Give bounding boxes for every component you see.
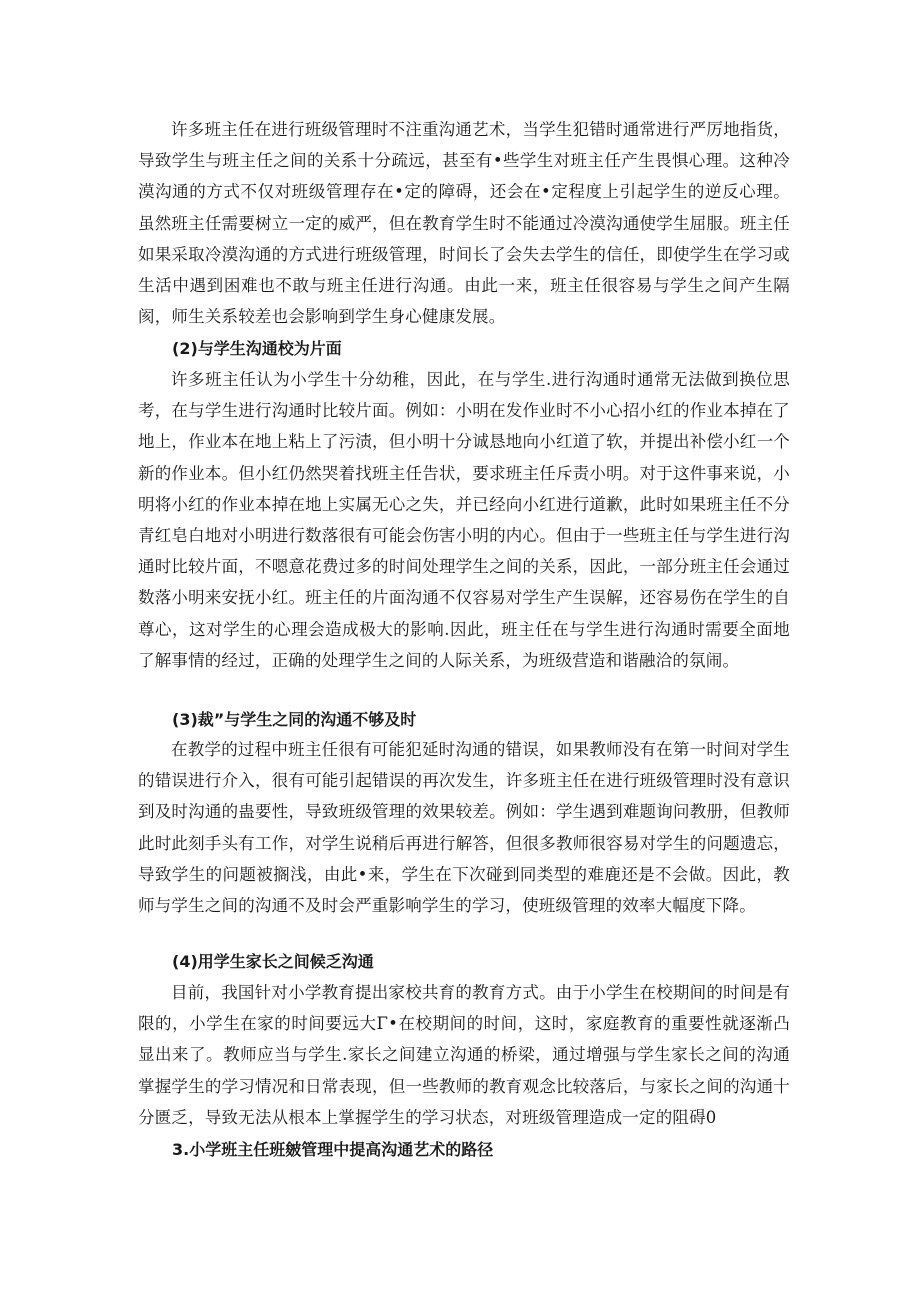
body-paragraph: 许多班主任认为小学生十分幼稚，因此，在与学生.进行沟通时通常无法做到换位思考，在与学生进行沟通时比较片面。例如：小明在发作业时不小心招小红的作业本掉在了地上，作业本在地上粘上了污渍，但小明十分诚恳地向小红道了软，并提出补偿小红一个新的作业本。但小红仍然哭着找班主任告状，要求班主任斥责小明。对于这件事来说，小明将小红的作业本掉在地上实属无心之失，并已经向小红进行道歉，此时如果班主任不分青红皂白地对小明进行数落很有可能会伤害小明的内心。但由于一些班主任与学生进行沟通时比较片面，不嗯意花费过多的时间处理学生之间的关系，因此，一部分班主任会通过数落小明来安抚小红。班主任的片面沟通不仅容易对学生产生误解，还容易伤在学生的自尊心，这对学生的心理会造成极大的影响.因此，班主任在与学生进行沟通时需要全面地了解事情的经过，正确的处理学生之间的人际关系，为班级营造和谐融洽的氛闹。 [138, 370, 790, 670]
section-heading: (4)用学生家长之间候乏沟通 [172, 952, 374, 971]
chapter-heading: 3.小学班主任班皴管理中提高沟通艺术的路径 [172, 1140, 494, 1159]
section-heading: (3)裁”与学生之同的沟通不够及时 [172, 710, 417, 729]
body-paragraph: 目前，我国针对小学教育提出家校共育的教育方式。由于小学生在校期间的时间是有限的，小学生在家的时间要远大Γ•在校期间的时间，这时，家庭教育的重要性就逐渐凸显出来了。教师应当与学生.家长之间建立沟通的桥梁，通过增强与学生家长之间的沟通掌握学生的学习情况和日常表现，但一些教师的教育观念比较落后，与家长之间的沟通十分匮乏，导致无法从根本上掌握学生的学习状态，对班级管理造成一定的阻碍0 [138, 983, 790, 1127]
section-heading: (2)与学生沟通校为片面 [172, 339, 342, 358]
body-paragraph: 许多班主任在进行班级管理时不注重沟通艺术，当学生犯错时通常进行严厉地指货，导致学生与班主任之间的关系十分疏远，甚至有•些学生对班主任产生畏惧心理。这种冷漠沟通的方式不仅对班级管理存在•定的障碍，还会在•定程度上引起学生的逆反心理。虽然班主任需要树立一定的威严，但在教育学生时不能通过冷漠沟通使学生屈服。班主任如果采取冷漠沟通的方式进行班级管理，时间长了会失去学生的信任，即使学生在学习或生活中遇到困难也不敢与班主任进行沟通。由此一来，班主任很容易与学生之间产生隔阂，师生关系较差也会影响到学生身心健康发展。 [138, 120, 790, 327]
body-paragraph: 在教学的过程中班主任很有可能犯延时沟通的错误，如果教师没有在第一时间对学生的错误进行介入，很有可能引起错误的再次发生，许多班主任在进行班级管理时没有意识到及时沟通的蛊要性，导致班级管理的效果较差。例如：学生遇到难题询问教册，但教师此时此刻手头有工作，对学生说稍后再进行解答，但很多教师很容易对学生的问题遗忘，导致学生的问题被搁浅，由此•来，学生在下次碰到同类型的难鹿还是不会做。因此，教师与学生之间的沟通不及时会严重影响学生的学习，使班级管理的效率大幅度下降。 [138, 740, 790, 916]
